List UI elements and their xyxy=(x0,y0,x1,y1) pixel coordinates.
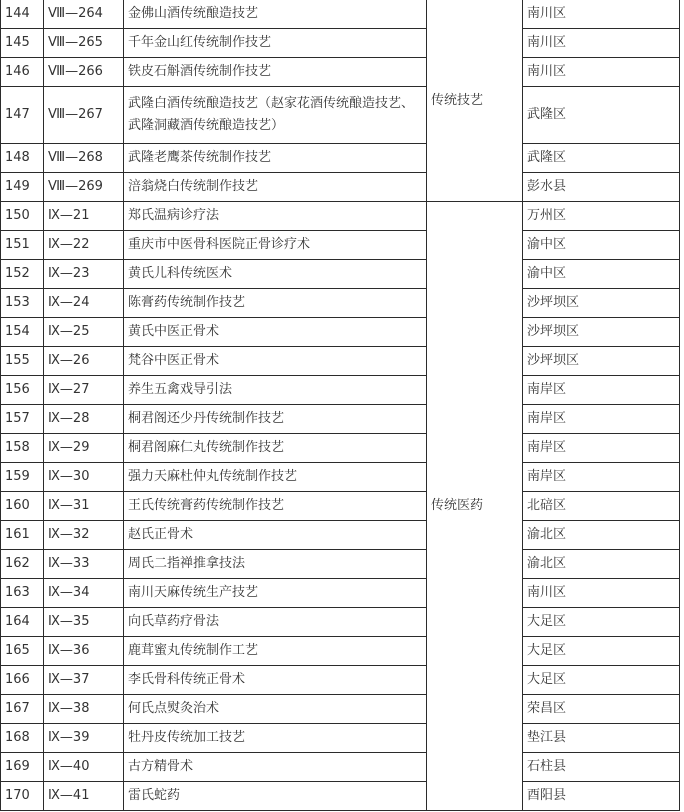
item-name-cell: 武隆白酒传统酿造技艺（赵家花酒传统酿造技艺、武隆洞藏酒传统酿造技艺） xyxy=(124,87,427,144)
row-number-cell: 153 xyxy=(1,289,44,318)
item-name-cell: 古方精骨术 xyxy=(124,753,427,782)
region-cell: 渝中区 xyxy=(523,231,680,260)
row-number-cell: 156 xyxy=(1,376,44,405)
item-code-cell: Ⅷ—269 xyxy=(44,173,124,202)
item-code-cell: Ⅷ—264 xyxy=(44,0,124,29)
table-row xyxy=(1,666,680,695)
table-row xyxy=(1,29,680,58)
region-cell: 大足区 xyxy=(523,666,680,695)
region-cell: 荣昌区 xyxy=(523,695,680,724)
row-number-cell: 148 xyxy=(1,144,44,173)
item-code-cell: Ⅸ—36 xyxy=(44,637,124,666)
row-number-cell: 169 xyxy=(1,753,44,782)
region-cell: 彭水县 xyxy=(523,173,680,202)
item-code-cell: Ⅸ—23 xyxy=(44,260,124,289)
row-number-cell: 164 xyxy=(1,608,44,637)
item-code-cell: Ⅸ—32 xyxy=(44,521,124,550)
item-code-cell: Ⅸ—25 xyxy=(44,318,124,347)
region-cell: 南川区 xyxy=(523,29,680,58)
row-number-cell: 167 xyxy=(1,695,44,724)
item-code-cell: Ⅸ—37 xyxy=(44,666,124,695)
item-code-cell: Ⅸ—38 xyxy=(44,695,124,724)
item-name-cell: 黄氏中医正骨术 xyxy=(124,318,427,347)
table-row xyxy=(1,695,680,724)
item-name-cell: 向氏草药疗骨法 xyxy=(124,608,427,637)
item-name-cell: 陈膏药传统制作技艺 xyxy=(124,289,427,318)
item-name-cell: 强力天麻杜仲丸传统制作技艺 xyxy=(124,463,427,492)
region-cell: 渝北区 xyxy=(523,550,680,579)
table-row xyxy=(1,579,680,608)
item-name-cell: 牡丹皮传统加工技艺 xyxy=(124,724,427,753)
item-code-cell: Ⅸ—40 xyxy=(44,753,124,782)
item-code-cell: Ⅸ—33 xyxy=(44,550,124,579)
table-row xyxy=(1,347,680,376)
row-number-cell: 162 xyxy=(1,550,44,579)
region-cell: 武隆区 xyxy=(523,144,680,173)
table-row xyxy=(1,173,680,202)
region-cell: 沙坪坝区 xyxy=(523,318,680,347)
item-name-cell: 南川天麻传统生产技艺 xyxy=(124,579,427,608)
region-cell: 南川区 xyxy=(523,58,680,87)
region-cell: 石柱县 xyxy=(523,753,680,782)
item-name-cell: 黄氏儿科传统医术 xyxy=(124,260,427,289)
row-number-cell: 146 xyxy=(1,58,44,87)
row-number-cell: 159 xyxy=(1,463,44,492)
region-cell: 南川区 xyxy=(523,0,680,29)
table-body xyxy=(1,0,680,811)
category-cell: 传统技艺 xyxy=(427,0,523,202)
row-number-cell: 157 xyxy=(1,405,44,434)
item-name-cell: 千年金山红传统制作技艺 xyxy=(124,29,427,58)
item-code-cell: Ⅸ—30 xyxy=(44,463,124,492)
row-number-cell: 145 xyxy=(1,29,44,58)
table-row xyxy=(1,492,680,521)
row-number-cell: 155 xyxy=(1,347,44,376)
item-code-cell: Ⅸ—35 xyxy=(44,608,124,637)
table-row xyxy=(1,87,680,144)
table-row xyxy=(1,637,680,666)
row-number-cell: 150 xyxy=(1,202,44,231)
table-row xyxy=(1,753,680,782)
item-name-cell: 桐君阁麻仁丸传统制作技艺 xyxy=(124,434,427,463)
region-cell: 南岸区 xyxy=(523,463,680,492)
region-cell: 酉阳县 xyxy=(523,782,680,811)
region-cell: 南岸区 xyxy=(523,434,680,463)
table-row xyxy=(1,376,680,405)
row-number-cell: 163 xyxy=(1,579,44,608)
table-row xyxy=(1,434,680,463)
item-name-cell: 周氏二指禅推拿技法 xyxy=(124,550,427,579)
row-number-cell: 158 xyxy=(1,434,44,463)
table-row xyxy=(1,782,680,811)
row-number-cell: 168 xyxy=(1,724,44,753)
item-name-cell: 雷氏蛇药 xyxy=(124,782,427,811)
item-name-cell: 王氏传统膏药传统制作技艺 xyxy=(124,492,427,521)
item-code-cell: Ⅸ—27 xyxy=(44,376,124,405)
item-code-cell: Ⅸ—39 xyxy=(44,724,124,753)
region-cell: 大足区 xyxy=(523,637,680,666)
row-number-cell: 166 xyxy=(1,666,44,695)
table-row xyxy=(1,463,680,492)
table-row xyxy=(1,58,680,87)
item-code-cell: Ⅸ—28 xyxy=(44,405,124,434)
item-name-cell: 梵谷中医正骨术 xyxy=(124,347,427,376)
region-cell: 南岸区 xyxy=(523,376,680,405)
region-cell: 渝中区 xyxy=(523,260,680,289)
row-number-cell: 152 xyxy=(1,260,44,289)
category-cell: 传统医药 xyxy=(427,202,523,811)
table-row xyxy=(1,231,680,260)
item-code-cell: Ⅸ—31 xyxy=(44,492,124,521)
item-code-cell: Ⅷ—267 xyxy=(44,87,124,144)
item-name-cell: 郑氏温病诊疗法 xyxy=(124,202,427,231)
item-name-cell: 鹿茸蜜丸传统制作工艺 xyxy=(124,637,427,666)
item-name-cell: 铁皮石斛酒传统制作技艺 xyxy=(124,58,427,87)
table-row xyxy=(1,608,680,637)
item-code-cell: Ⅷ—266 xyxy=(44,58,124,87)
table-row xyxy=(1,724,680,753)
table-row xyxy=(1,0,680,29)
table-row xyxy=(1,260,680,289)
item-name-cell: 重庆市中医骨科医院正骨诊疗术 xyxy=(124,231,427,260)
region-cell: 南川区 xyxy=(523,579,680,608)
region-cell: 万州区 xyxy=(523,202,680,231)
item-name-cell: 金佛山酒传统酿造技艺 xyxy=(124,0,427,29)
region-cell: 大足区 xyxy=(523,608,680,637)
item-code-cell: Ⅸ—21 xyxy=(44,202,124,231)
item-name-cell: 赵氏正骨术 xyxy=(124,521,427,550)
region-cell: 武隆区 xyxy=(523,87,680,144)
item-code-cell: Ⅷ—265 xyxy=(44,29,124,58)
item-code-cell: Ⅸ—29 xyxy=(44,434,124,463)
item-code-cell: Ⅸ—24 xyxy=(44,289,124,318)
table-row xyxy=(1,318,680,347)
item-code-cell: Ⅸ—34 xyxy=(44,579,124,608)
item-name-cell: 养生五禽戏导引法 xyxy=(124,376,427,405)
region-cell: 北碚区 xyxy=(523,492,680,521)
item-name-cell: 武隆老鹰茶传统制作技艺 xyxy=(124,144,427,173)
region-cell: 沙坪坝区 xyxy=(523,289,680,318)
table-row xyxy=(1,405,680,434)
table-row xyxy=(1,202,680,231)
row-number-cell: 151 xyxy=(1,231,44,260)
item-code-cell: Ⅸ—22 xyxy=(44,231,124,260)
table-row xyxy=(1,550,680,579)
row-number-cell: 170 xyxy=(1,782,44,811)
item-name-cell: 何氏点熨灸治术 xyxy=(124,695,427,724)
row-number-cell: 160 xyxy=(1,492,44,521)
table-row xyxy=(1,521,680,550)
table-row xyxy=(1,289,680,318)
item-code-cell: Ⅸ—26 xyxy=(44,347,124,376)
item-name-cell: 桐君阁还少丹传统制作技艺 xyxy=(124,405,427,434)
table-row xyxy=(1,144,680,173)
item-code-cell: Ⅷ—268 xyxy=(44,144,124,173)
item-name-cell: 涪翁烧白传统制作技艺 xyxy=(124,173,427,202)
row-number-cell: 144 xyxy=(1,0,44,29)
row-number-cell: 165 xyxy=(1,637,44,666)
item-name-cell: 李氏骨科传统正骨术 xyxy=(124,666,427,695)
row-number-cell: 154 xyxy=(1,318,44,347)
region-cell: 南岸区 xyxy=(523,405,680,434)
item-code-cell: Ⅸ—41 xyxy=(44,782,124,811)
row-number-cell: 147 xyxy=(1,87,44,144)
region-cell: 沙坪坝区 xyxy=(523,347,680,376)
region-cell: 渝北区 xyxy=(523,521,680,550)
row-number-cell: 161 xyxy=(1,521,44,550)
row-number-cell: 149 xyxy=(1,173,44,202)
region-cell: 垫江县 xyxy=(523,724,680,753)
